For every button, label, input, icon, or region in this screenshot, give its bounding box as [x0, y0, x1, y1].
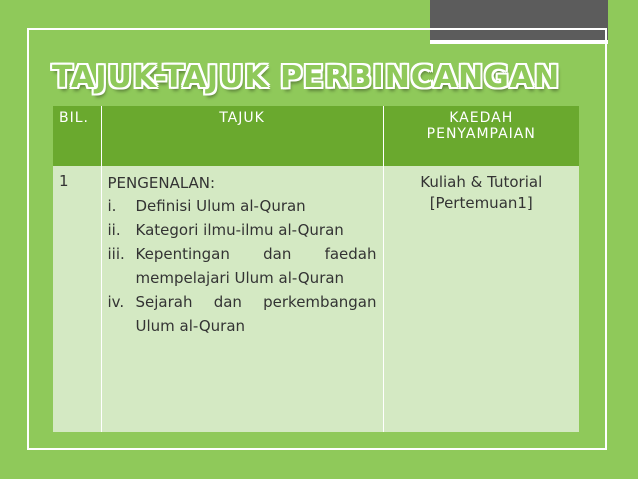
list-item	[108, 194, 377, 218]
header-kaedah-line2: PENYAMPAIAN	[426, 126, 536, 142]
list-item-text: Kepentingan dan faedah mempelajari Ulum al-Quran	[135, 245, 377, 287]
header-bil: BIL.	[53, 106, 101, 166]
header-kaedah	[383, 106, 579, 166]
list-item-number: i.	[107, 197, 117, 215]
list-item-text: Definisi Ulum al-Quran	[135, 197, 306, 215]
row-kaedah	[383, 166, 579, 432]
list-item-number: ii.	[107, 221, 121, 239]
table-row	[53, 166, 579, 432]
list-item	[108, 218, 377, 242]
list-item-number: iv.	[107, 293, 125, 311]
kaedah-line1: Kuliah & Tutorial	[420, 173, 543, 191]
kaedah-line2: [Pertemuan1]	[429, 194, 533, 212]
row-bil: 1	[53, 166, 101, 432]
slide-title: TAJUK-TAJUK PERBINCANGAN	[52, 60, 561, 95]
list-item-text: Sejarah dan perkembangan Ulum al-Quran	[135, 293, 377, 335]
row-tajuk	[101, 166, 383, 432]
list-item-number: iii.	[107, 245, 125, 263]
list-item	[108, 290, 377, 338]
header-kaedah-line1: KAEDAH	[449, 110, 514, 126]
table-header-row	[53, 106, 579, 166]
list-item	[108, 242, 377, 290]
header-tajuk: TAJUK	[101, 106, 383, 166]
topics-table	[53, 106, 579, 432]
topic-list	[108, 194, 377, 338]
topic-heading: PENGENALAN:	[107, 174, 216, 192]
list-item-text: Kategori ilmu-ilmu al-Quran	[135, 221, 344, 239]
